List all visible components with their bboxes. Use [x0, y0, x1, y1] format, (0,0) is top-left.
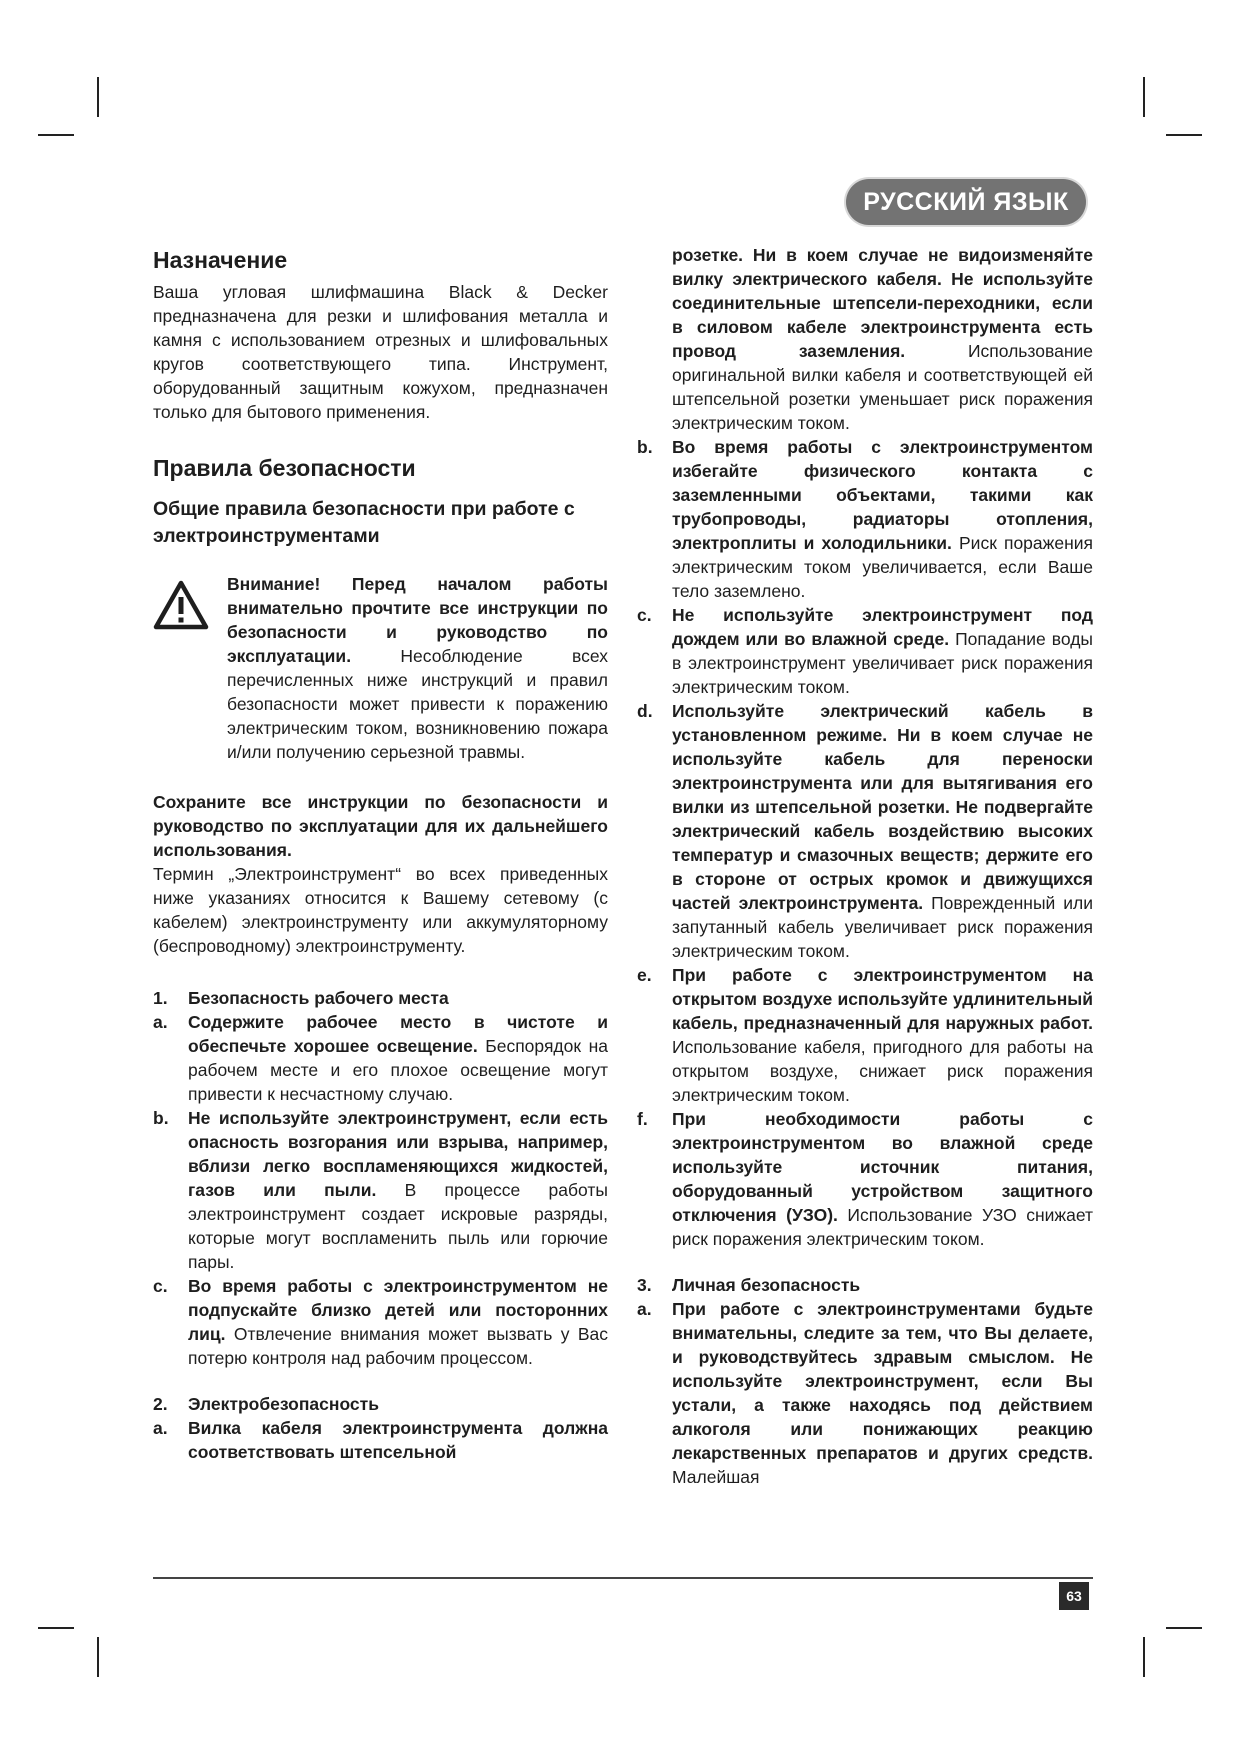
crop-mark [1166, 1627, 1202, 1629]
list-item-continuation: розетке. Ни в коем случае не видоизменяйте вилку электрического кабеля. Не используйте соединительные штепсели-переходники, если в силовом кабеле электроинструмента есть провод заземления. Использование оригинальной вилки кабеля и соответствующей ей штепсельной розетки уменьшает риск поражения электрическим током. [672, 245, 1093, 433]
left-column [153, 246, 608, 1464]
warning-regular: Несоблюдение всех перечисленных ниже инструкций и правил безопасности может привести к поражению электрическим током, возникновению пожара и/или получению серьезной травмы. [227, 646, 608, 762]
section-1-title: Безопасность рабочего места [188, 988, 449, 1008]
section-1-heading [153, 986, 608, 1010]
warning-text [227, 572, 608, 764]
list-item: f. При необходимости работы с электроинструментом во влажной среде используйте источник питания, оборудованный устройством защитного отключения (УЗО). Использование УЗО снижает риск поражения электрическим током. [637, 1109, 1093, 1249]
section-3-number: 3. [637, 1275, 652, 1295]
section-3-title: Личная безопасность [672, 1275, 861, 1295]
crop-mark [1143, 1637, 1145, 1677]
general-rules-heading: Общие правила безопасности при работе с электроинструментами [153, 498, 575, 547]
crop-mark [97, 77, 99, 117]
crop-mark [38, 134, 74, 136]
safety-heading: Правила безопасности [153, 455, 416, 481]
list-item: c. Во время работы с электроинструментом не подпускайте близко детей или посторонних лиц. Отвлечение внимания может вызвать у Вас потерю контроля над рабочим процессом. [153, 1276, 608, 1368]
right-column [637, 243, 1093, 1489]
purpose-text: Ваша угловая шлифмашина Black & Decker предназначена для резки и шлифования металла и камня с использованием отрезных и шлифовальных кругов соответствующего типа. Инструмент, оборудованный защитным кожухом, предназначен только для бытового применения. [153, 282, 608, 422]
warning-bold: Внимание! Перед началом работы внимательно прочтите все инструкции по безопасности и руководство по эксплуатации. [227, 574, 608, 666]
crop-mark [38, 1627, 74, 1629]
warning-triangle-icon [153, 572, 219, 764]
footer-divider [153, 1577, 1093, 1579]
list-item: c. Не используйте электроинструмент под дождем или во влажной среде. Попадание воды в электроинструмент увеличивает риск поражения электрическим током. [637, 605, 1093, 697]
section-1-number: 1. [153, 988, 168, 1008]
list-item: e. При работе с электроинструментом на открытом воздухе используйте удлинительный кабель, предназначенный для наружных работ. Использование кабеля, пригодного для работы на открытом воздухе, снижает риск поражения электрическим током. [637, 965, 1093, 1105]
section-3-heading [637, 1273, 1093, 1297]
list-item: a. При работе с электроинструментами будьте внимательны, следите за тем, что Вы делаете, и руководствуйтесь здравым смыслом. Не используйте электроинструмент, если Вы устали, а также находясь под действием алкоголя или понижающих реакцию лекарственных препаратов и других средств. Малейшая [637, 1299, 1093, 1487]
language-badge: РУССКИЙ ЯЗЫК [846, 179, 1086, 225]
crop-mark [1143, 77, 1145, 117]
crop-mark [1166, 134, 1202, 136]
list-item: b. Не используйте электроинструмент, если есть опасность возгорания или взрыва, например, вблизи легко воспламеняющихся жидкостей, газов или пыли. В процессе работы электроинструмент создает искровые разряды, которые могут воспламенить пыль или горючие пары. [153, 1108, 608, 1272]
list-item: d. Используйте электрический кабель в установленном режиме. Ни в коем случае не используйте кабель для переноски электроинструмента или для вытягивания его вилки из штепсельной розетки. Не подвергайте электрический кабель воздействию высоких температур и смазочных веществ; держите его в стороне от острых кромок и движущихся частей электроинструмента. Поврежденный или запутанный кабель увеличивает риск поражения электрическим током. [637, 701, 1093, 961]
list-item: a. Вилка кабеля электроинструмента должна соответствовать штепсельной [153, 1418, 608, 1462]
term-definition: Термин „Электроинструмент“ во всех приведенных ниже указаниях относится к Вашему сетевому (с кабелем) электроинструменту или аккумуляторному (беспроводному) электроинструменту. [153, 864, 608, 956]
warning-block [153, 572, 608, 764]
list-item: b. Во время работы с электроинструментом избегайте физического контакта с заземленными объектами, такими как трубопроводы, радиаторы отопления, электроплиты и холодильники. Риск поражения электрическим током увеличивается, если Ваше тело заземлено. [637, 437, 1094, 601]
crop-mark [97, 1637, 99, 1677]
list-item: a. Содержите рабочее место в чистоте и обеспечьте хорошее освещение. Беспорядок на рабочем месте и его плохое освещение могут привести к несчастному случаю. [153, 1012, 608, 1104]
purpose-heading: Назначение [153, 247, 288, 273]
section-2-title: Электробезопасность [188, 1394, 379, 1414]
section-2-number: 2. [153, 1394, 168, 1414]
section-2-heading [153, 1392, 608, 1416]
keep-instructions: Сохраните все инструкции по безопасности и руководство по эксплуатации для их дальнейшего использования. [153, 792, 608, 860]
page-number: 63 [1059, 1582, 1089, 1610]
